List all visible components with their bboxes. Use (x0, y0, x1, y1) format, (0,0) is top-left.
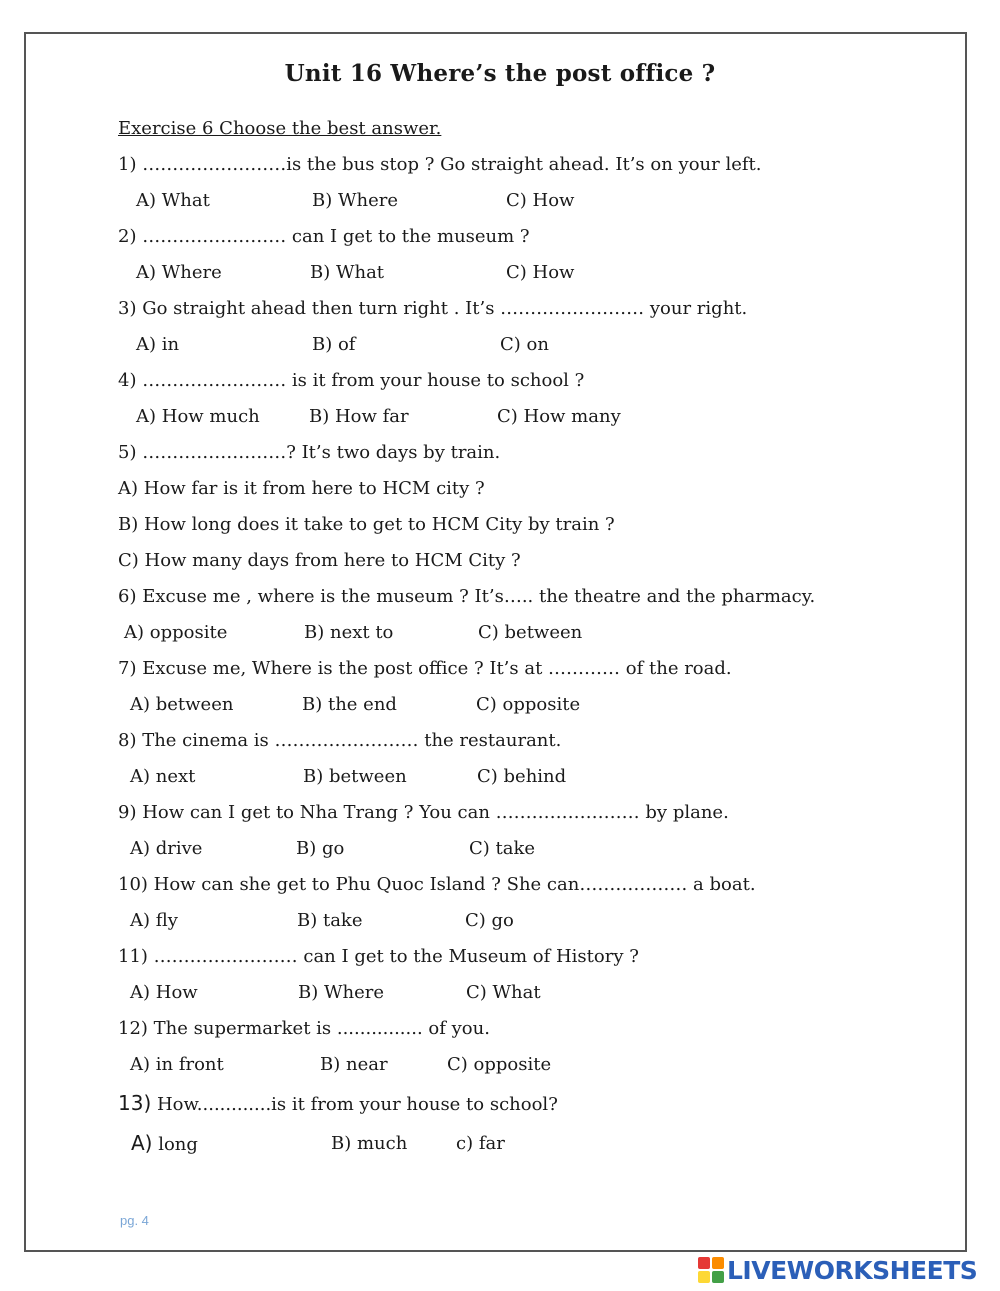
q6-option-a[interactable]: A) opposite (124, 622, 228, 643)
question-13-number: 13) (118, 1091, 152, 1115)
question-13-text: How.............is it from your house to school? (151, 1094, 558, 1115)
q3-option-c[interactable]: C) on (500, 334, 549, 355)
q13-option-c[interactable]: c) far (456, 1133, 505, 1154)
q2-option-c[interactable]: C) How (506, 262, 575, 283)
exercise-heading: Exercise 6 Choose the best answer. (118, 118, 442, 139)
q9-option-c[interactable]: C) take (469, 838, 536, 859)
question-5: 5) ……………………? It’s two days by train. (118, 442, 501, 463)
q10-option-b[interactable]: B) take (297, 910, 363, 931)
question-7: 7) Excuse me, Where is the post office ? It’s at ………… of the road. (118, 658, 732, 679)
q5-option-a[interactable]: A) How far is it from here to HCM city ? (118, 478, 485, 499)
q2-option-b[interactable]: B) What (310, 262, 385, 283)
page-title: Unit 16 Where’s the post office ? (284, 60, 716, 87)
q4-option-a[interactable]: A) How much (136, 406, 260, 427)
q13-option-b[interactable]: B) much (331, 1133, 408, 1154)
q11-option-b[interactable]: B) Where (298, 982, 384, 1003)
q8-option-a[interactable]: A) next (130, 766, 196, 787)
question-3: 3) Go straight ahead then turn right . It’s …………………… your right. (118, 298, 748, 319)
question-10: 10) How can she get to Phu Quoc Island ? She can……………… a boat. (118, 874, 756, 895)
question-12: 12) The supermarket is ............... of you. (118, 1018, 490, 1039)
q3-option-b[interactable]: B) of (312, 334, 356, 355)
liveworksheets-name: LIVEWORKSHEETS (727, 1255, 978, 1285)
q13-option-a-letter: A) (131, 1131, 153, 1155)
q4-option-c[interactable]: C) How many (497, 406, 621, 427)
logo-square-3 (698, 1271, 710, 1283)
q6-option-c[interactable]: C) between (478, 622, 583, 643)
q9-option-a[interactable]: A) drive (130, 838, 203, 859)
q11-option-a[interactable]: A) How (130, 982, 198, 1003)
q9-option-b[interactable]: B) go (296, 838, 345, 859)
q7-option-b[interactable]: B) the end (302, 694, 397, 715)
q12-option-c[interactable]: C) opposite (447, 1054, 552, 1075)
logo-square-1 (698, 1257, 710, 1269)
q12-option-b[interactable]: B) near (320, 1054, 388, 1075)
q5-option-c[interactable]: C) How many days from here to HCM City ? (118, 550, 521, 571)
question-13 (118, 1091, 558, 1115)
q7-option-a[interactable]: A) between (130, 694, 234, 715)
q10-option-a[interactable]: A) fly (130, 910, 178, 931)
page-number: pg. 4 (120, 1213, 149, 1228)
logo-square-2 (712, 1257, 724, 1269)
question-8: 8) The cinema is …………………… the restaurant. (118, 730, 562, 751)
liveworksheets-logo-icon (698, 1257, 724, 1283)
q7-option-c[interactable]: C) opposite (476, 694, 581, 715)
q12-option-a[interactable]: A) in front (130, 1054, 224, 1075)
logo-square-4 (712, 1271, 724, 1283)
q6-option-b[interactable]: B) next to (304, 622, 394, 643)
question-4: 4) …………………… is it from your house to school ? (118, 370, 585, 391)
q3-option-a[interactable]: A) in (136, 334, 180, 355)
question-9: 9) How can I get to Nha Trang ? You can …………………… by plane. (118, 802, 729, 823)
question-6: 6) Excuse me , where is the museum ? It’s….. the theatre and the pharmacy. (118, 586, 816, 607)
question-2: 2) …………………… can I get to the museum ? (118, 226, 530, 247)
liveworksheets-brand[interactable] (698, 1255, 977, 1285)
question-1: 1) ……………………is the bus stop ? Go straight ahead. It’s on your left. (118, 154, 762, 175)
q5-option-b[interactable]: B) How long does it take to get to HCM City by train ? (118, 514, 615, 535)
q4-option-b[interactable]: B) How far (309, 406, 409, 427)
q1-option-b[interactable]: B) Where (312, 190, 398, 211)
q1-option-a[interactable]: A) What (136, 190, 210, 211)
q10-option-c[interactable]: C) go (465, 910, 514, 931)
q8-option-c[interactable]: C) behind (477, 766, 567, 787)
q2-option-a[interactable]: A) Where (136, 262, 222, 283)
q13-option-a-text: long (152, 1134, 198, 1155)
q1-option-c[interactable]: C) How (506, 190, 575, 211)
q8-option-b[interactable]: B) between (303, 766, 407, 787)
q11-option-c[interactable]: C) What (466, 982, 541, 1003)
question-11: 11) …………………… can I get to the Museum of History ? (118, 946, 639, 967)
q13-option-a[interactable] (131, 1131, 198, 1155)
